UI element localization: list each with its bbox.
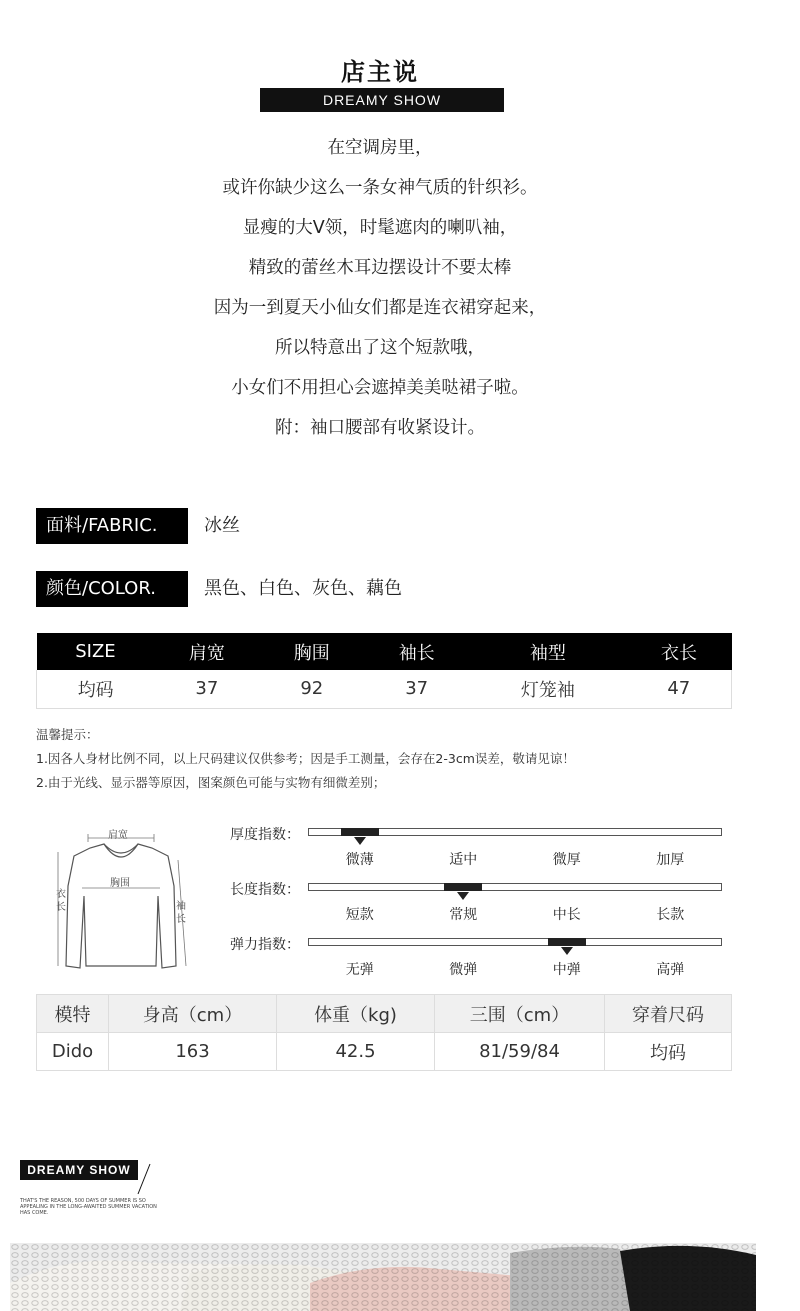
size-table	[36, 633, 732, 709]
tips-title: 温馨提示：	[36, 727, 99, 742]
intro-line: 或许你缺少这么一条女神气质的针织衫。	[222, 178, 538, 198]
intro-line: 因为一到夏天小仙女们都是连衣裙穿起来，	[213, 298, 547, 318]
size-header-cell: 袖长	[364, 633, 469, 670]
model-header-cell: 三围（cm）	[435, 995, 605, 1033]
size-table-header	[37, 633, 732, 670]
intro-line: 在空调房里，	[327, 138, 433, 158]
thickness-indicator	[341, 828, 379, 836]
size-header-cell: 衣长	[627, 633, 732, 670]
scale-option: 无弹	[345, 962, 374, 978]
scale-option: 长款	[656, 907, 685, 923]
elasticity-label: 弹力指数：	[230, 937, 300, 953]
intro-line: 显瘦的大V领，时髦遮肉的喇叭袖，	[242, 218, 518, 238]
slash-icon	[136, 1160, 156, 1200]
scale-option: 中长	[552, 907, 581, 923]
thickness-options	[308, 849, 722, 869]
brand-tagline: THAT'S THE REASON, 500 DAYS OF SUMMER IS SO APPEALING IN THE LONG-AWAITED SUMMER VACATION HAS COME.	[20, 1198, 157, 1216]
fabric-value: 冰丝	[204, 515, 240, 536]
model-table-header	[37, 995, 732, 1033]
scale-option: 高弹	[656, 962, 685, 978]
size-cell: 47	[627, 670, 732, 708]
intro-line: 所以特意出了这个短款哦，	[275, 338, 485, 358]
knit-swatches-image	[10, 1243, 756, 1311]
size-cell: 灯笼袖	[469, 670, 626, 708]
intro-text	[0, 128, 760, 448]
sweater-icon	[52, 826, 192, 986]
elasticity-options	[308, 959, 722, 979]
page-title: 店主说	[341, 58, 419, 86]
tips-item: 2.由于光线、显示器等原因，图案颜色可能与实物有细微差别；	[36, 775, 386, 790]
scale-option: 加厚	[656, 852, 685, 868]
size-cell: 92	[259, 670, 364, 708]
thickness-scale	[308, 828, 722, 836]
brand-logo: DREAMY SHOW	[20, 1160, 138, 1180]
size-cell: 37	[364, 670, 469, 708]
model-header-cell: 穿着尺码	[605, 995, 732, 1033]
size-header-cell: 胸围	[259, 633, 364, 670]
elasticity-scale	[308, 938, 722, 946]
scale-option: 中弹	[552, 962, 581, 978]
intro-line: 小女们不用担心会遮掉美美哒裙子啦。	[231, 378, 529, 398]
scale-option: 短款	[345, 907, 374, 923]
model-table	[36, 994, 732, 1071]
color-value: 黑色、白色、灰色、藕色	[204, 578, 402, 599]
scale-option: 微厚	[552, 852, 581, 868]
scale-option: 微弹	[449, 962, 478, 978]
model-cell: 均码	[605, 1033, 732, 1071]
sketch-shoulder-label: 肩宽	[108, 830, 128, 841]
model-header-cell: 身高（cm）	[109, 995, 277, 1033]
sketch-length-label: 衣长	[56, 889, 66, 913]
brand-subtitle-bar: DREAMY SHOW	[260, 88, 504, 112]
tips-item: 1.因各人身材比例不同，以上尺码建议仅供参考；因是手工测量，会存在2-3cm误差，敬请见谅！	[36, 751, 575, 766]
size-header-cell: SIZE	[37, 633, 155, 670]
product-photo	[10, 1243, 756, 1311]
length-indicator	[444, 883, 482, 891]
model-cell: 42.5	[277, 1033, 435, 1071]
fabric-label: 面料/FABRIC.	[36, 508, 188, 544]
intro-line: 精致的蕾丝木耳边摆设计不要太棒	[248, 258, 512, 278]
model-cell: 81/59/84	[435, 1033, 605, 1071]
table-row	[37, 1033, 732, 1071]
length-options	[308, 904, 722, 924]
color-label: 颜色/COLOR.	[36, 571, 188, 607]
length-scale	[308, 883, 722, 891]
garment-sketch	[52, 826, 192, 986]
elasticity-indicator	[548, 938, 586, 946]
model-cell: Dido	[37, 1033, 109, 1071]
model-header-cell: 模特	[37, 995, 109, 1033]
model-header-cell: 体重（kg)	[277, 995, 435, 1033]
size-cell: 均码	[37, 670, 155, 708]
table-row	[37, 670, 732, 708]
elasticity-arrow-icon	[561, 947, 573, 955]
size-header-cell: 肩宽	[154, 633, 259, 670]
sketch-chest-label: 胸围	[110, 878, 130, 889]
length-label: 长度指数：	[230, 882, 300, 898]
size-cell: 37	[154, 670, 259, 708]
length-arrow-icon	[457, 892, 469, 900]
intro-line: 附：袖口腰部有收紧设计。	[275, 418, 485, 438]
size-header-cell: 袖型	[469, 633, 626, 670]
scale-option: 微薄	[345, 852, 374, 868]
thickness-arrow-icon	[354, 837, 366, 845]
sketch-sleeve-label: 袖长	[176, 901, 186, 925]
thickness-label: 厚度指数：	[230, 827, 300, 843]
tips	[36, 723, 575, 795]
scale-option: 常规	[449, 907, 478, 923]
model-cell: 163	[109, 1033, 277, 1071]
scale-option: 适中	[449, 852, 478, 868]
